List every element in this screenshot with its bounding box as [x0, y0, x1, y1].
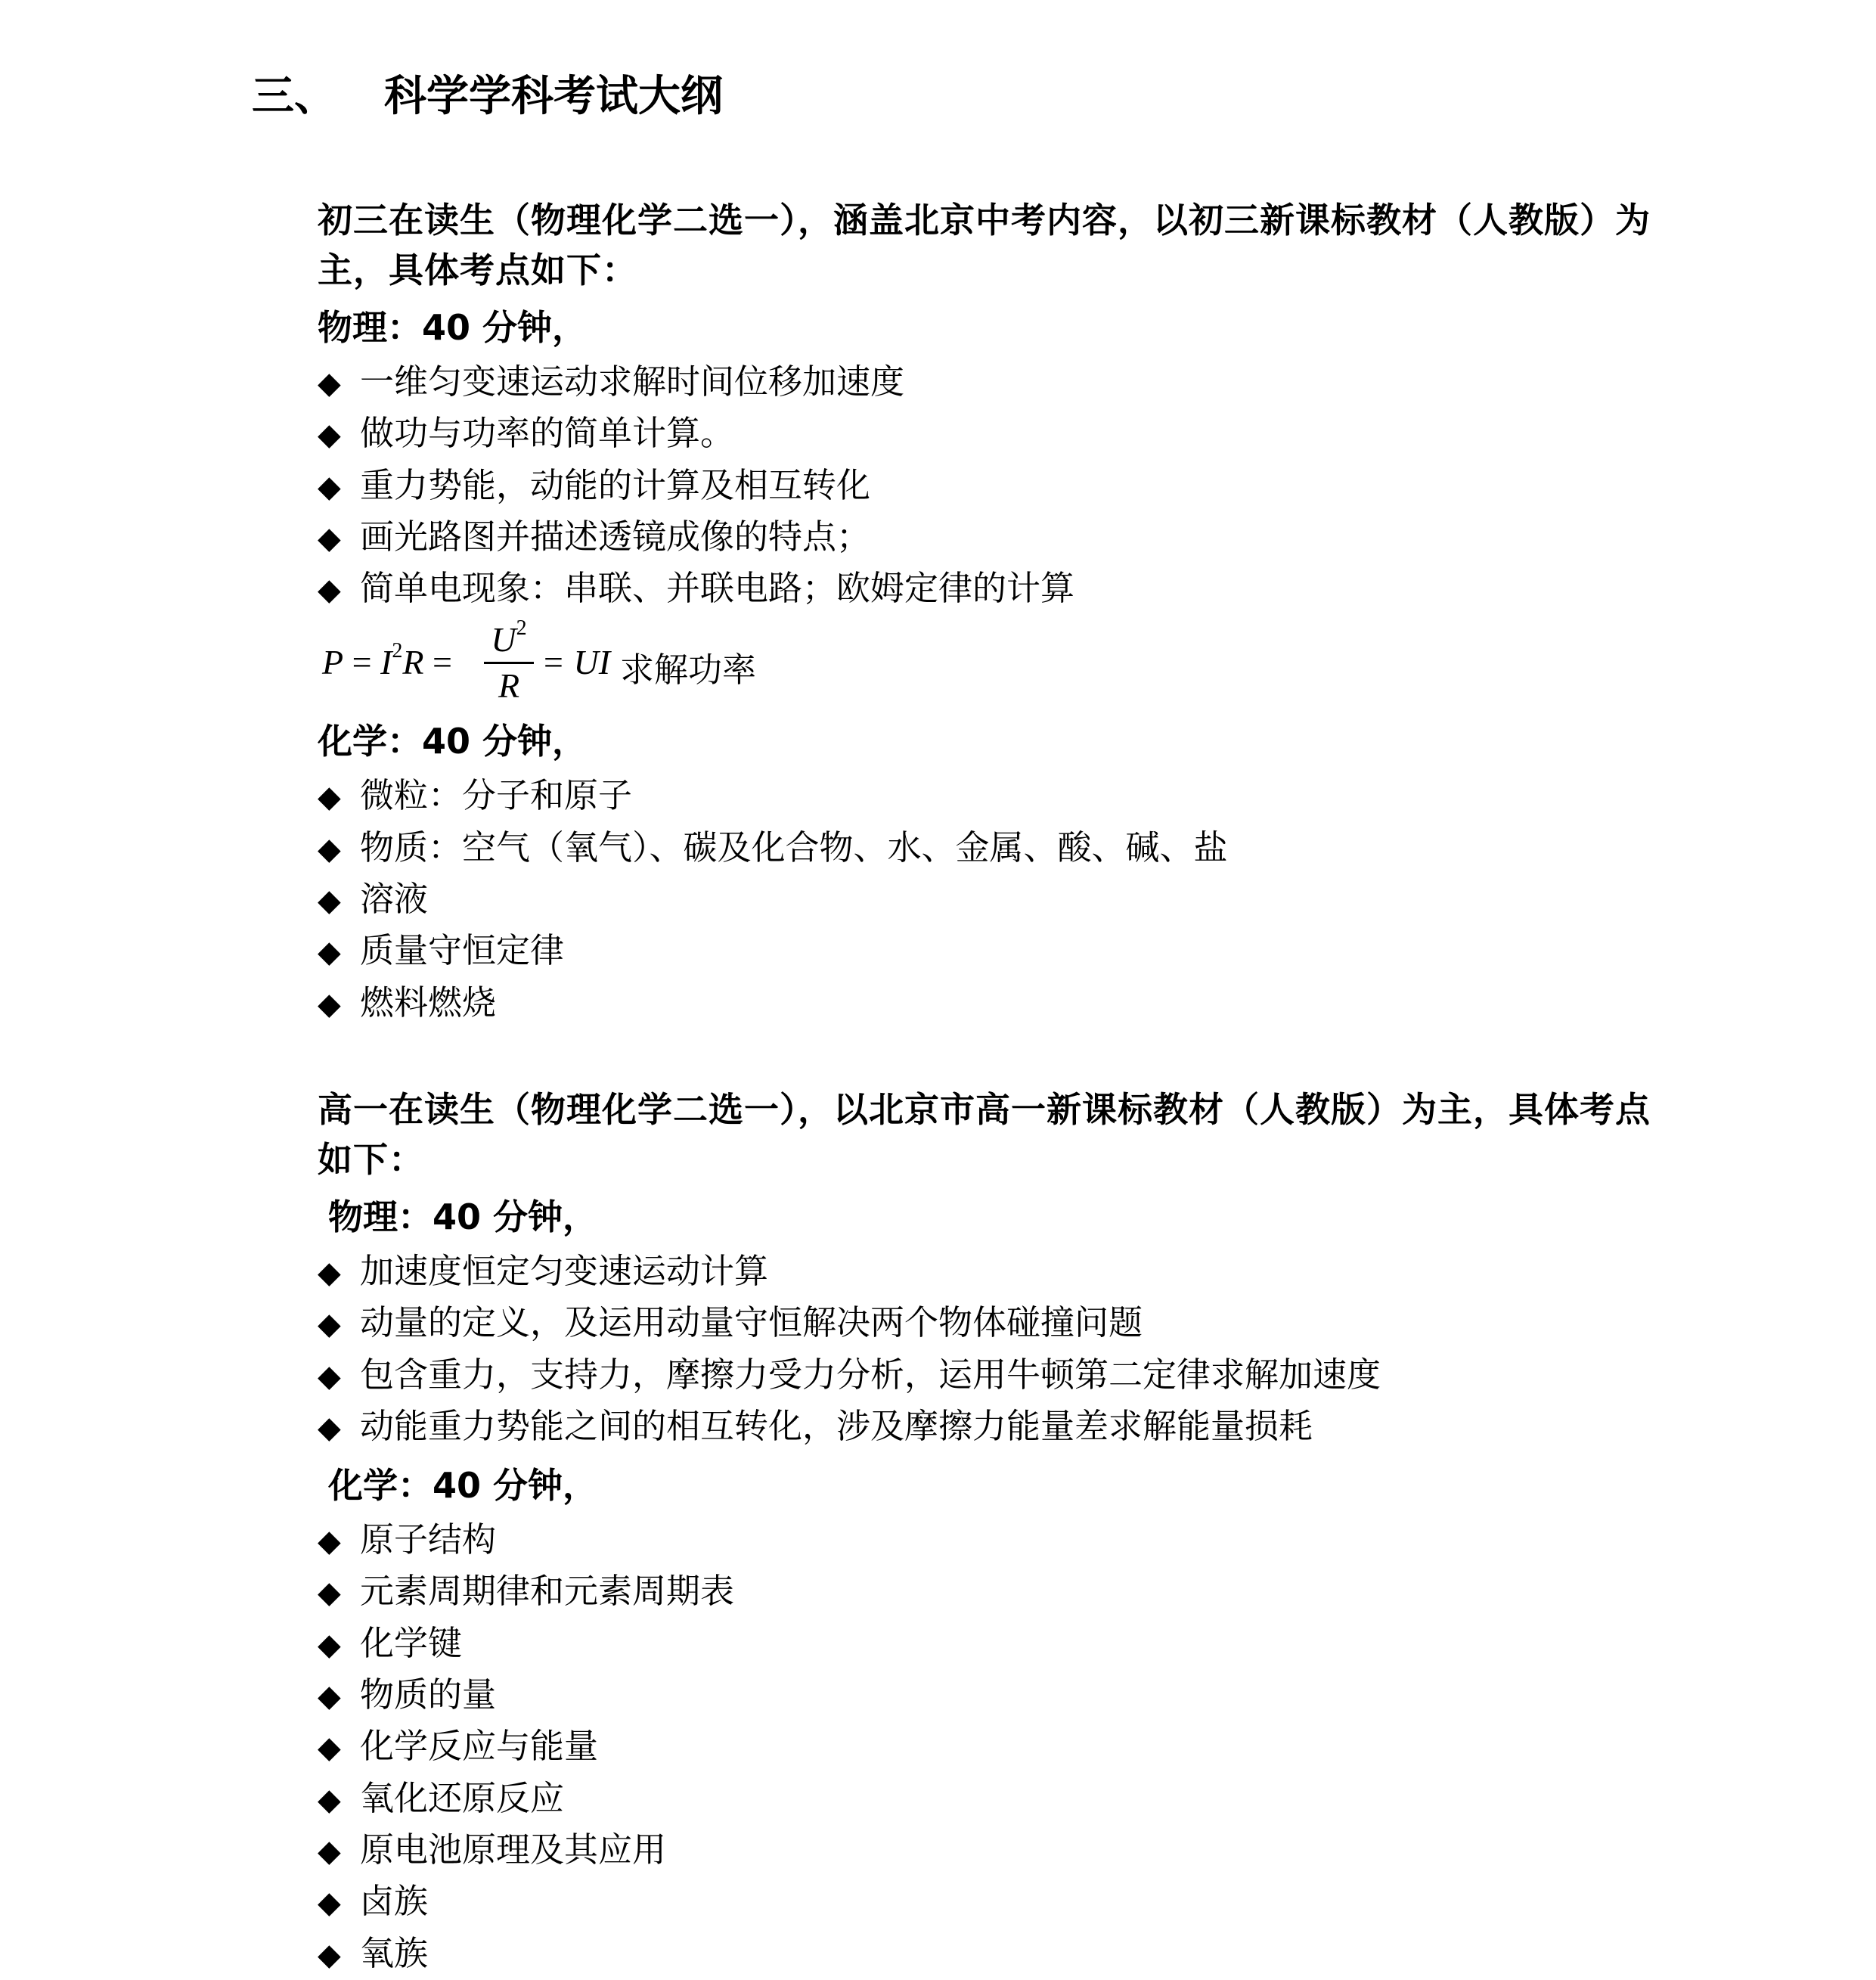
list-item: ◆ 动能重力势能之间的相互转化，涉及摩擦力能量差求解能量损耗 [318, 1401, 1664, 1453]
diamond-bullet-icon: ◆ [318, 1782, 341, 1817]
diamond-bullet-icon: ◆ [318, 831, 341, 867]
list-item: ◆ 原电池原理及其应用 [318, 1825, 1664, 1876]
section-number: 三、 [252, 72, 336, 121]
list-item: ◆ 画光路图并描述透镜成像的特点； [318, 512, 1664, 563]
fraction-denominator: R [498, 666, 520, 706]
diamond-bullet-icon: ◆ [318, 1524, 341, 1559]
list-item: ◆ 质量守恒定律 [318, 926, 1664, 977]
list-item: ◆ 氧族 [318, 1929, 1664, 1980]
formula-lhs: $P = I^2R$ = [322, 639, 452, 682]
list-item: ◆ 溶液 [318, 874, 1664, 926]
grade10-physics-list [318, 1246, 1664, 1453]
list-item: ◆ 简单电现象：串联、并联电路；欧姆定律的计算 [318, 563, 1664, 615]
diamond-bullet-icon: ◆ [318, 1307, 341, 1342]
diamond-bullet-icon: ◆ [318, 520, 341, 556]
diamond-bullet-icon: ◆ [318, 469, 341, 504]
section-title: 科学学科考试大纲 [384, 72, 723, 121]
grade10-chemistry-label: 化学：40 分钟， [328, 1465, 598, 1507]
grade10-intro: 高一在读生（物理化学二选一），以北京市高一新课标教材（人教版）为主，具体考点如下： [318, 1089, 1651, 1180]
diamond-bullet-icon: ◆ [318, 1575, 341, 1611]
list-item: ◆ 化学反应与能量 [318, 1721, 1664, 1773]
list-item: ◆ 包含重力，支持力，摩擦力受力分析，运用牛顿第二定律求解加速度 [318, 1350, 1664, 1401]
list-item: ◆ 元素周期律和元素周期表 [318, 1566, 1664, 1618]
grade10-physics-label: 物理：40 分钟， [328, 1196, 598, 1237]
diamond-bullet-icon: ◆ [318, 1358, 341, 1394]
fraction-numerator: $U^2$ [491, 616, 527, 659]
diamond-bullet-icon: ◆ [318, 1885, 341, 1921]
section-heading [252, 67, 723, 127]
list-item: ◆ 重力势能，动能的计算及相互转化 [318, 461, 1664, 512]
diamond-bullet-icon: ◆ [318, 780, 341, 815]
list-item: ◆ 原子结构 [318, 1515, 1664, 1566]
grade9-section [318, 195, 1664, 1029]
diamond-bullet-icon: ◆ [318, 573, 341, 608]
diamond-bullet-icon: ◆ [318, 366, 341, 401]
list-item: ◆ 化学键 [318, 1618, 1664, 1670]
list-item: ◆ 燃料燃烧 [318, 978, 1664, 1029]
grade9-physics-list [318, 357, 1664, 615]
diamond-bullet-icon: ◆ [318, 986, 341, 1022]
diamond-bullet-icon: ◆ [318, 1937, 341, 1972]
grade9-intro: 初三在读生（物理化学二选一），涵盖北京中考内容，以初三新课标教材（人教版）为主，具体考点如下： [318, 200, 1651, 290]
list-item: ◆ 做功与功率的简单计算。 [318, 408, 1664, 460]
grade10-chemistry-list [318, 1515, 1664, 1980]
formula-caption: 求解功率 [620, 650, 757, 691]
list-item: ◆ 物质的量 [318, 1670, 1664, 1721]
diamond-bullet-icon: ◆ [318, 1833, 341, 1869]
diamond-bullet-icon: ◆ [318, 1627, 341, 1662]
list-item: ◆ 微粒：分子和原子 [318, 771, 1664, 822]
grade9-physics-label: 物理：40 分钟， [318, 307, 588, 348]
diamond-bullet-icon: ◆ [318, 1255, 341, 1290]
list-item: ◆ 一维匀变速运动求解时间位移加速度 [318, 357, 1664, 408]
list-item: ◆ 动量的定义，及运用动量守恒解决两个物体碰撞问题 [318, 1298, 1664, 1349]
diamond-bullet-icon: ◆ [318, 935, 341, 970]
power-formula [318, 618, 1664, 709]
diamond-bullet-icon: ◆ [318, 1679, 341, 1715]
grade9-chemistry-label: 化学：40 分钟， [318, 721, 588, 762]
list-item: ◆ 物质：空气（氧气）、碳及化合物、水、金属、酸、碱、盐 [318, 823, 1664, 874]
list-item: ◆ 卤族 [318, 1876, 1664, 1928]
list-item: ◆ 加速度恒定匀变速运动计算 [318, 1246, 1664, 1298]
grade10-section [318, 1085, 1664, 1980]
formula-rhs: = UI [541, 643, 611, 682]
formula-fraction [482, 618, 535, 708]
diamond-bullet-icon: ◆ [318, 883, 341, 919]
diamond-bullet-icon: ◆ [318, 1410, 341, 1445]
list-item: ◆ 氧化还原反应 [318, 1774, 1664, 1825]
diamond-bullet-icon: ◆ [318, 417, 341, 453]
diamond-bullet-icon: ◆ [318, 1730, 341, 1766]
grade9-chemistry-list [318, 771, 1664, 1029]
